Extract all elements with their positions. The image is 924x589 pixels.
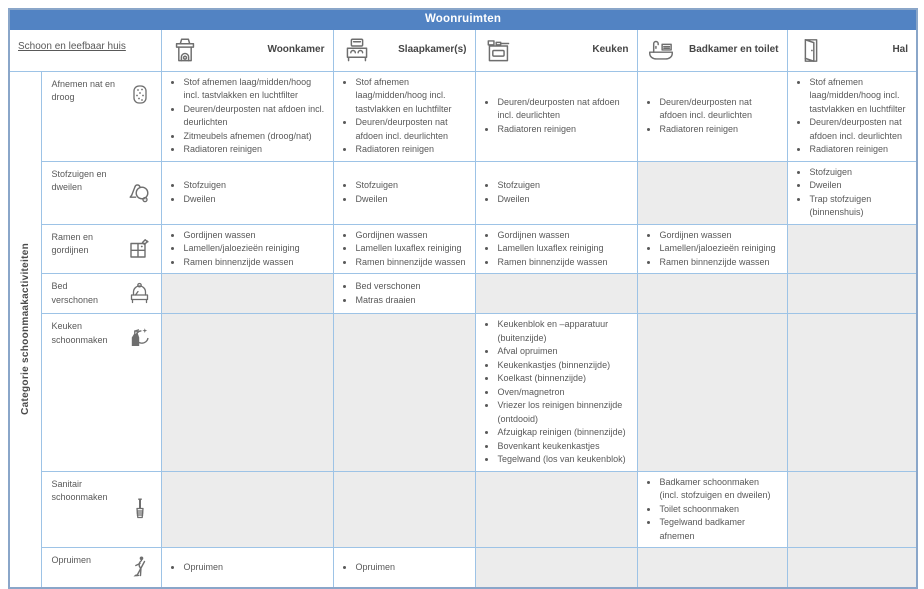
activity-cell [787, 71, 917, 161]
activity-item: • Lamellen/jaloezieën reiniging [183, 242, 327, 256]
activity-item: • Stofzuigen [183, 179, 327, 193]
activity-item: • Badkamer schoonmaken (incl. stofzuigen en dweilen) [659, 476, 781, 503]
empty-cell [475, 471, 637, 548]
activity-item: • Deuren/deurposten nat afdoen incl. deurlichten [355, 116, 469, 143]
column-label: Woonkamer [267, 44, 325, 55]
activity-cell [475, 224, 637, 274]
activity-item: • Dweilen [355, 193, 469, 207]
activity-cell [333, 548, 475, 588]
activity-item: • Opruimen [355, 561, 469, 575]
column-header-row [9, 29, 917, 71]
empty-cell [475, 548, 637, 588]
activity-item: • Radiatoren reinigen [809, 143, 911, 157]
column-header-keuken [475, 29, 637, 71]
activity-list [342, 76, 469, 157]
activity-item: • Koelkast (binnenzijde) [497, 372, 631, 386]
column-header-hal [787, 29, 917, 71]
activity-cell [161, 71, 333, 161]
activity-item: • Bovenkant keukenkastjes [497, 440, 631, 454]
table-title: Woonruimten [9, 9, 917, 29]
corner-link[interactable]: Schoon en leefbaar huis [18, 40, 126, 52]
activity-item: • Stof afnemen laag/midden/hoog incl. tastvlakken en luchtfilter [355, 76, 469, 117]
activity-item: • Trap stofzuigen (binnenshuis) [809, 193, 911, 220]
category-label: Bed verschonen [51, 281, 99, 305]
vacuum-icon [127, 180, 153, 206]
activity-item: • Ramen binnenzijde wassen [497, 256, 631, 270]
table-row [9, 71, 917, 161]
activity-item: • Stofzuigen [809, 166, 911, 180]
column-label: Slaapkamer(s) [398, 44, 467, 55]
column-header-wrap [796, 37, 909, 64]
empty-cell [787, 314, 917, 472]
corner-cell [9, 29, 161, 71]
activity-list [170, 561, 327, 575]
column-header-badkamer [637, 29, 787, 71]
activity-item: • Gordijnen wassen [355, 229, 469, 243]
activity-item: • Dweilen [809, 179, 911, 193]
activity-item: • Stof afnemen laag/midden/hoog incl. tastvlakken en luchtfilter [183, 76, 327, 103]
category-label: Sanitair schoonmaken [51, 478, 108, 502]
door-icon [796, 37, 826, 64]
empty-cell [475, 274, 637, 314]
table-row [9, 161, 917, 224]
table-row [9, 314, 917, 472]
column-label: Hal [892, 44, 909, 55]
toilet-brush-icon [127, 496, 153, 522]
table-row [9, 224, 917, 274]
activity-item: • Dweilen [183, 193, 327, 207]
activity-item: • Bed verschonen [355, 280, 469, 294]
column-header-slaapkamer [333, 29, 475, 71]
activity-cell [333, 161, 475, 224]
category-label: Afnemen nat en droog [51, 78, 116, 102]
activity-item: • Opruimen [183, 561, 327, 575]
activity-cell [475, 161, 637, 224]
activity-item: • Deuren/deurposten nat afdoen incl. deurlichten [497, 96, 631, 123]
activity-item: • Stofzuigen [355, 179, 469, 193]
activity-list [484, 179, 631, 206]
empty-cell [637, 314, 787, 472]
category-cell [41, 71, 161, 161]
activity-item: • Deuren/deurposten nat afdoen incl. deurlichten [659, 96, 781, 123]
category-label: Stofzuigen en dweilen [51, 168, 107, 192]
activity-cell [333, 274, 475, 314]
detergent-icon [127, 324, 153, 350]
empty-cell [637, 274, 787, 314]
category-label: Opruimen [51, 555, 92, 565]
activity-item: • Tegelwand (los van keukenblok) [497, 453, 631, 467]
activity-item: • Lamellen luxaflex reiniging [497, 242, 631, 256]
category-label: Ramen en gordijnen [51, 231, 94, 255]
activity-list [646, 229, 781, 270]
table-row [9, 548, 917, 588]
category-label: Keuken schoonmaken [51, 321, 108, 345]
bathtub-icon [646, 37, 676, 64]
activity-list [646, 96, 781, 137]
category-cell [41, 161, 161, 224]
activity-list [170, 76, 327, 157]
activity-list [796, 166, 911, 220]
column-header-wrap [342, 37, 467, 64]
activity-item: • Lamellen luxaflex reiniging [355, 242, 469, 256]
bed-linen-icon [127, 281, 153, 307]
activity-item: • Afzuigkap reinigen (binnenzijde) [497, 426, 631, 440]
category-cell [41, 314, 161, 472]
category-cell [41, 471, 161, 548]
activity-list [342, 280, 469, 307]
activity-cell [637, 224, 787, 274]
empty-cell [787, 548, 917, 588]
empty-cell [333, 471, 475, 548]
activity-list [342, 179, 469, 206]
sweeping-person-icon [127, 554, 153, 580]
activity-item: • Keukenkastjes (binnenzijde) [497, 359, 631, 373]
empty-cell [333, 314, 475, 472]
activity-cell [787, 161, 917, 224]
side-label-cell [9, 71, 41, 588]
activity-item: • Ramen binnenzijde wassen [183, 256, 327, 270]
activity-item: • Oven/magnetron [497, 386, 631, 400]
table-row [9, 471, 917, 548]
activity-item: • Keukenblok en –apparatuur (buitenzijde) [497, 318, 631, 345]
activity-cell [475, 314, 637, 472]
activity-list [342, 561, 469, 575]
fireplace-icon [170, 37, 200, 64]
activity-item: • Ramen binnenzijde wassen [659, 256, 781, 270]
category-cell [41, 548, 161, 588]
empty-cell [161, 471, 333, 548]
activity-cell [333, 224, 475, 274]
activity-item: • Tegelwand badkamer afnemen [659, 516, 781, 543]
activity-item: • Vriezer los reinigen binnenzijde (ontdooid) [497, 399, 631, 426]
category-cell [41, 224, 161, 274]
activity-list [170, 179, 327, 206]
activity-item: • Deuren/deurposten nat afdoen incl. deurlichten [183, 103, 327, 130]
activity-item: • Toilet schoonmaken [659, 503, 781, 517]
activity-item: • Radiatoren reinigen [355, 143, 469, 157]
sponge-icon [127, 82, 153, 108]
column-header-wrap [484, 37, 629, 64]
empty-cell [637, 161, 787, 224]
empty-cell [637, 548, 787, 588]
title-band [9, 9, 917, 29]
activity-list [484, 96, 631, 137]
activity-item: • Dweilen [497, 193, 631, 207]
activity-item: • Ramen binnenzijde wassen [355, 256, 469, 270]
activity-cell [161, 548, 333, 588]
bed-icon [342, 37, 372, 64]
activity-list [170, 229, 327, 270]
activity-list [646, 476, 781, 544]
activity-cell [475, 71, 637, 161]
activity-item: • Stof afnemen laag/midden/hoog incl. tastvlakken en luchtfilter [809, 76, 911, 117]
activity-item: • Zitmeubels afnemen (droog/nat) [183, 130, 327, 144]
activity-list [484, 229, 631, 270]
activity-cell [161, 161, 333, 224]
activity-item: • Radiatoren reinigen [183, 143, 327, 157]
activity-item: • Lamellen/jaloezieën reiniging [659, 242, 781, 256]
cleaning-activities-table [8, 8, 918, 589]
activity-item: • Matras draaien [355, 294, 469, 308]
empty-cell [787, 471, 917, 548]
column-label: Keuken [592, 44, 629, 55]
activity-list [484, 318, 631, 467]
activity-item: • Gordijnen wassen [659, 229, 781, 243]
side-label: Categorie schoonmaakactiviteiten [19, 243, 31, 415]
column-label: Badkamer en toilet [689, 44, 779, 55]
column-header-woonkamer [161, 29, 333, 71]
activity-list [796, 76, 911, 157]
activity-cell [161, 224, 333, 274]
column-header-wrap [646, 37, 779, 64]
table-row [9, 274, 917, 314]
activity-list [342, 229, 469, 270]
activity-item: • Deuren/deurposten nat afdoen incl. deurlichten [809, 116, 911, 143]
activity-cell [333, 71, 475, 161]
empty-cell [787, 224, 917, 274]
activity-cell [637, 471, 787, 548]
stove-icon [484, 37, 514, 64]
empty-cell [161, 274, 333, 314]
activity-item: • Gordijnen wassen [183, 229, 327, 243]
empty-cell [787, 274, 917, 314]
activity-cell [637, 71, 787, 161]
activity-item: • Afval opruimen [497, 345, 631, 359]
activity-item: • Gordijnen wassen [497, 229, 631, 243]
empty-cell [161, 314, 333, 472]
activity-item: • Radiatoren reinigen [497, 123, 631, 137]
activity-item: • Radiatoren reinigen [659, 123, 781, 137]
window-icon [127, 236, 153, 262]
category-cell [41, 274, 161, 314]
column-header-wrap [170, 37, 325, 64]
activity-item: • Stofzuigen [497, 179, 631, 193]
